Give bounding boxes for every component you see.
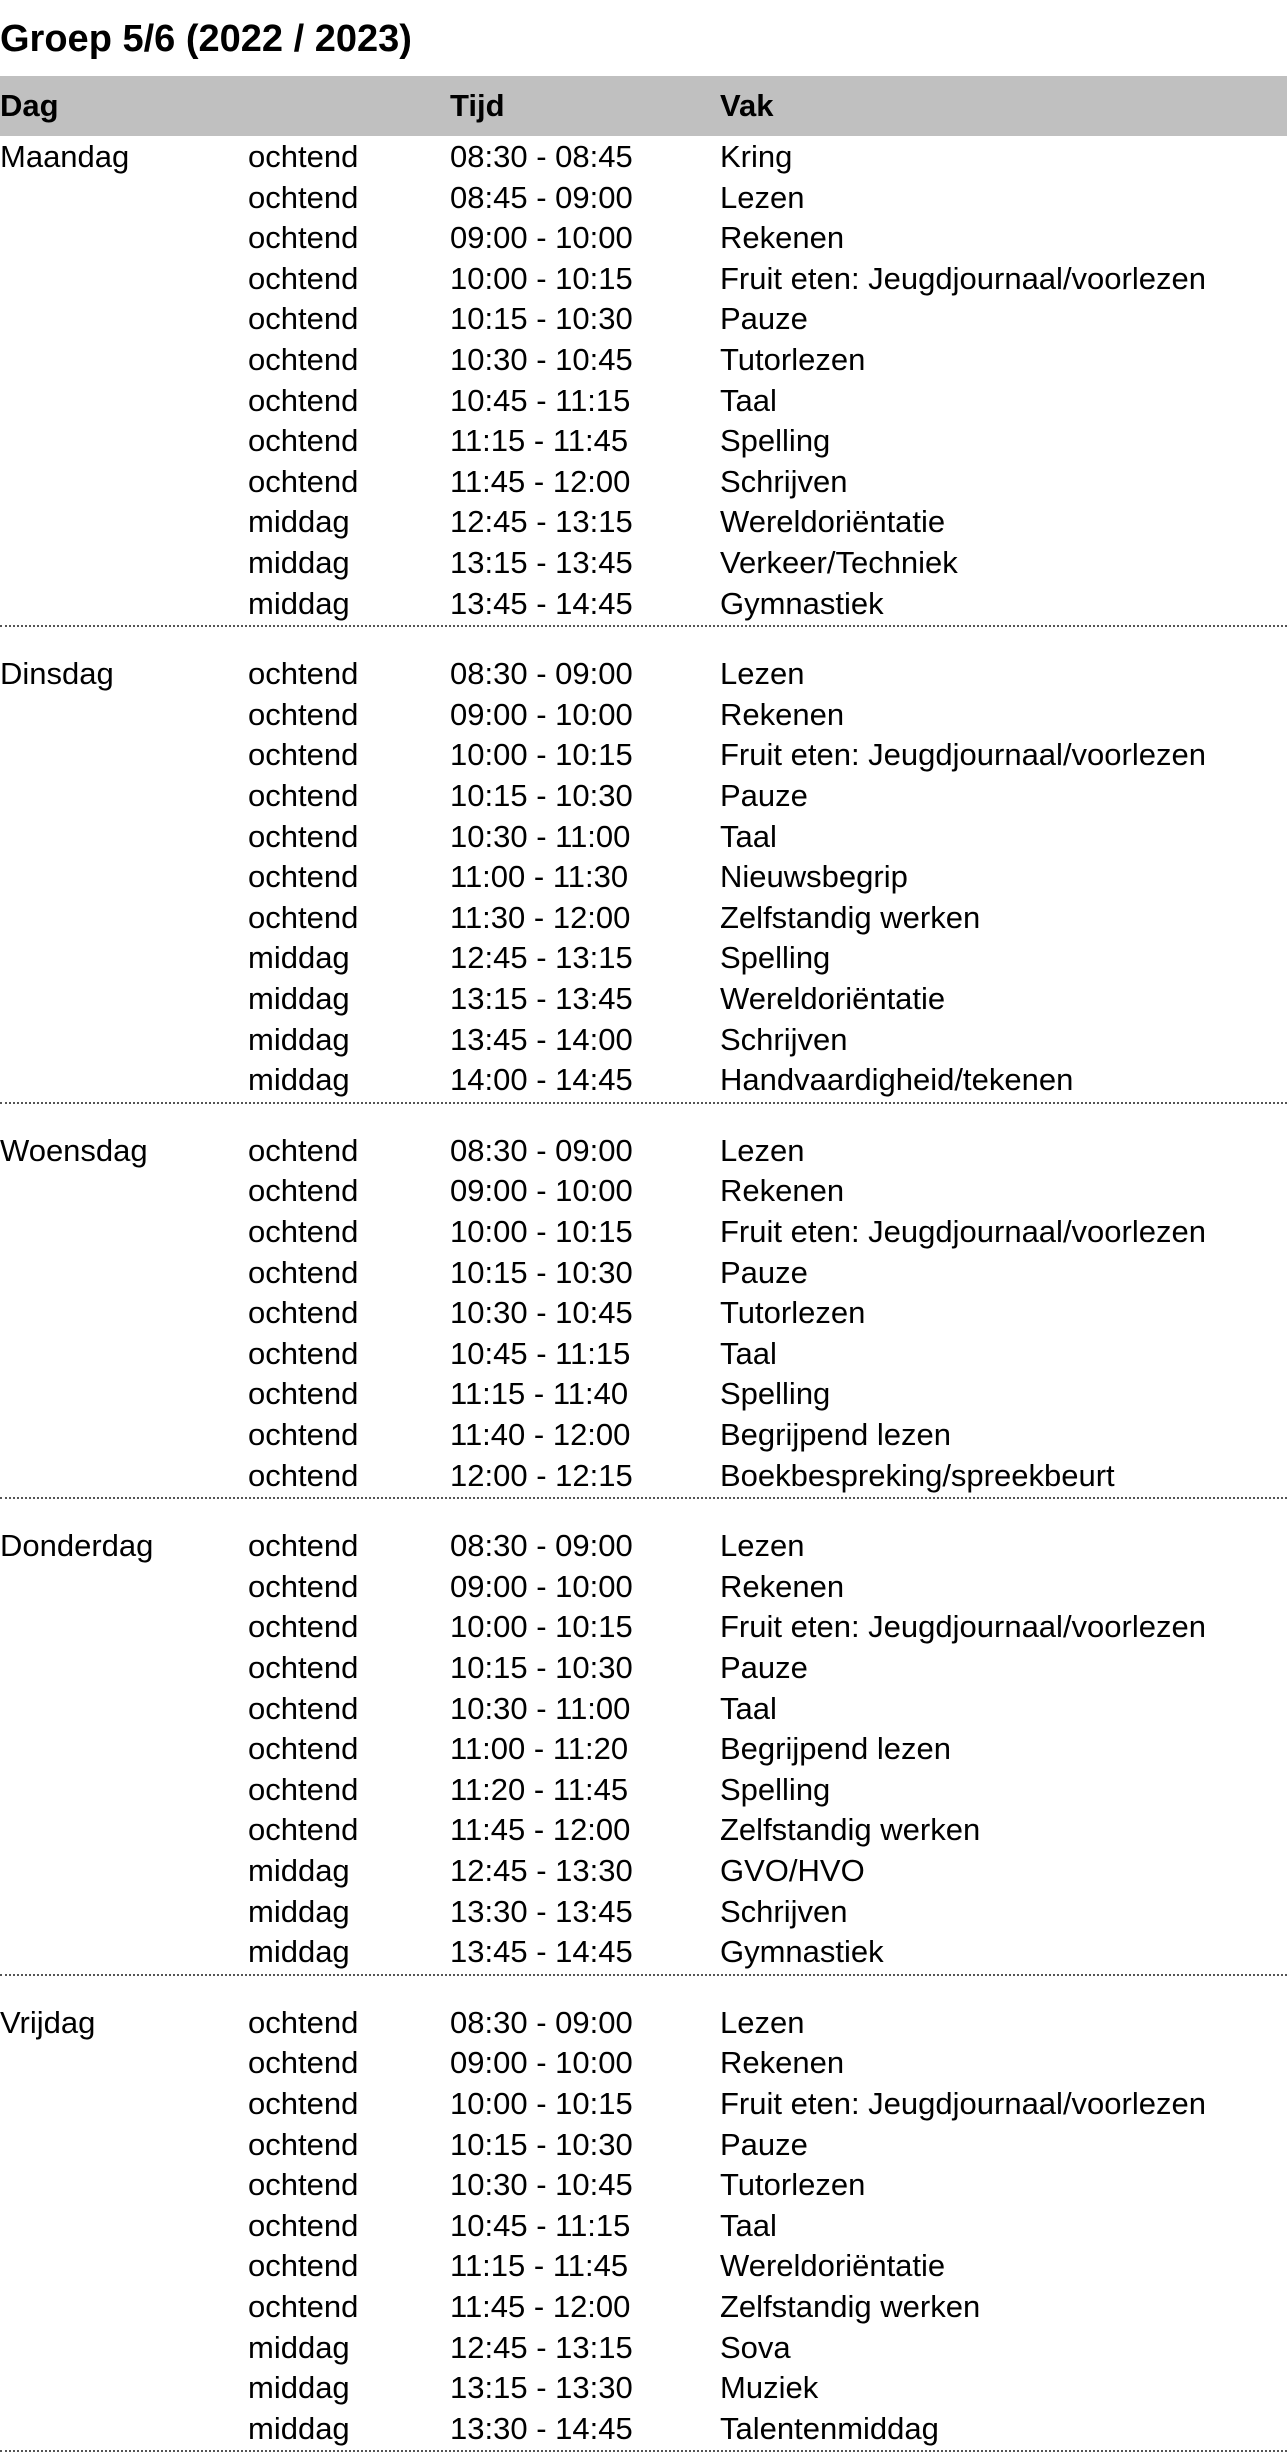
table-row (0, 502, 1287, 543)
cell-vak: Zelfstandig werken (720, 2288, 981, 2324)
cell-dagdeel: ochtend (248, 1649, 359, 1685)
cell-dagdeel: ochtend (248, 342, 359, 377)
cell-vak: Pauze (720, 2126, 808, 2162)
cell-dagdeel: ochtend (248, 696, 359, 732)
table-row (0, 1253, 1287, 1294)
cell-tijd: 10:45 - 11:15 (450, 2207, 631, 2243)
cell-tijd: 10:15 - 10:30 (450, 777, 633, 813)
cell-vak: Rekenen (720, 696, 845, 732)
cell-vak: Lezen (720, 1528, 805, 1564)
cell-tijd: 08:30 - 09:00 (450, 2004, 633, 2040)
cell-tijd: 10:00 - 10:15 (450, 1609, 633, 1645)
cell-tijd: 08:30 - 08:45 (450, 139, 633, 174)
table-row (0, 1020, 1287, 1061)
cell-vak: Tutorlezen (720, 1295, 866, 1331)
cell-dagdeel: ochtend (248, 1335, 359, 1371)
table-row (0, 2003, 1287, 2044)
table-row (0, 2165, 1287, 2206)
table-row (0, 1770, 1287, 1811)
day-separator (0, 625, 1287, 627)
cell-tijd: 08:30 - 09:00 (450, 1528, 633, 1564)
cell-tijd: 11:45 - 12:00 (450, 1812, 631, 1848)
cell-tijd: 10:00 - 10:15 (450, 737, 633, 773)
cell-tijd: 13:45 - 14:45 (450, 585, 633, 621)
cell-vak: Pauze (720, 301, 808, 337)
day-separator (0, 1497, 1287, 1499)
table-row (0, 462, 1287, 503)
cell-dagdeel: ochtend (248, 463, 359, 499)
cell-tijd: 14:00 - 14:45 (450, 1062, 633, 1098)
table-row (0, 817, 1287, 858)
table-row (0, 1293, 1287, 1334)
cell-vak: Rekenen (720, 1568, 845, 1604)
day-label: Dinsdag (0, 656, 114, 692)
cell-tijd: 09:00 - 10:00 (450, 220, 633, 256)
table-row (0, 584, 1287, 625)
cell-vak: Handvaardigheid/tekenen (720, 1062, 1074, 1098)
cell-tijd: 12:45 - 13:15 (450, 940, 633, 976)
cell-tijd: 10:30 - 11:00 (450, 1690, 631, 1726)
table-row (0, 2084, 1287, 2125)
cell-vak: Pauze (720, 777, 808, 813)
table-header (0, 76, 1287, 136)
table-row (0, 1567, 1287, 1608)
cell-dagdeel: ochtend (248, 859, 359, 895)
cell-dagdeel: ochtend (248, 818, 359, 854)
table-row (0, 1374, 1287, 1415)
table-row (0, 1729, 1287, 1770)
cell-tijd: 09:00 - 10:00 (450, 696, 633, 732)
cell-vak: Talentenmiddag (720, 2410, 939, 2446)
cell-vak: Sova (720, 2329, 791, 2365)
cell-dagdeel: middag (248, 585, 350, 621)
table-row (0, 1932, 1287, 1973)
cell-vak: Gymnastiek (720, 1934, 884, 1970)
table-row (0, 299, 1287, 340)
day-label: Maandag (0, 139, 130, 174)
table-row (0, 735, 1287, 776)
day-label: Donderdag (0, 1528, 154, 1564)
table-row (0, 421, 1287, 462)
table-row (0, 178, 1287, 219)
table-row (0, 1171, 1287, 1212)
cell-vak: Rekenen (720, 220, 845, 256)
cell-dagdeel: ochtend (248, 1132, 359, 1168)
cell-dagdeel: middag (248, 504, 350, 540)
table-row (0, 543, 1287, 584)
table-row (0, 2409, 1287, 2450)
table-row (0, 898, 1287, 939)
cell-tijd: 13:15 - 13:45 (450, 980, 633, 1016)
cell-tijd: 10:15 - 10:30 (450, 301, 633, 337)
cell-dagdeel: ochtend (248, 1731, 359, 1767)
table-row (0, 1415, 1287, 1456)
cell-vak: Spelling (720, 423, 831, 459)
cell-tijd: 12:45 - 13:30 (450, 1852, 633, 1888)
cell-dagdeel: ochtend (248, 1213, 359, 1249)
cell-dagdeel: ochtend (248, 2045, 359, 2081)
cell-dagdeel: ochtend (248, 1528, 359, 1564)
cell-vak: Schrijven (720, 1021, 848, 1057)
table-row (0, 1648, 1287, 1689)
cell-vak: Tutorlezen (720, 342, 866, 377)
table-row (0, 857, 1287, 898)
table-row (0, 938, 1287, 979)
cell-tijd: 11:30 - 12:00 (450, 899, 631, 935)
table-row (0, 340, 1287, 381)
cell-dagdeel: ochtend (248, 1771, 359, 1807)
cell-vak: Taal (720, 818, 777, 854)
cell-vak: Zelfstandig werken (720, 899, 981, 935)
table-row (0, 2206, 1287, 2247)
cell-vak: GVO/HVO (720, 1852, 865, 1888)
cell-vak: Fruit eten: Jeugdjournaal/voorlezen (720, 1609, 1206, 1645)
page-title: Groep 5/6 (2022 / 2023) (0, 18, 412, 60)
cell-tijd: 10:30 - 10:45 (450, 2167, 633, 2203)
cell-dagdeel: middag (248, 1021, 350, 1057)
table-row (0, 2246, 1287, 2287)
cell-dagdeel: middag (248, 940, 350, 976)
cell-dagdeel: ochtend (248, 2167, 359, 2203)
cell-tijd: 09:00 - 10:00 (450, 1173, 633, 1209)
cell-dagdeel: ochtend (248, 1295, 359, 1331)
cell-vak: Begrijpend lezen (720, 1416, 951, 1452)
cell-vak: Begrijpend lezen (720, 1731, 951, 1767)
day-label: Woensdag (0, 1132, 148, 1168)
cell-vak: Tutorlezen (720, 2167, 866, 2203)
header-tijd: Tijd (450, 88, 505, 123)
cell-dagdeel: ochtend (248, 777, 359, 813)
cell-vak: Pauze (720, 1254, 808, 1290)
table-row (0, 2043, 1287, 2084)
cell-vak: Taal (720, 1690, 777, 1726)
table-row (0, 1689, 1287, 1730)
cell-tijd: 11:15 - 11:45 (450, 2248, 629, 2284)
cell-dagdeel: middag (248, 2370, 350, 2406)
table-row (0, 1810, 1287, 1851)
cell-tijd: 11:45 - 12:00 (450, 463, 631, 499)
table-row (0, 2125, 1287, 2166)
table-row (0, 776, 1287, 817)
day-label: Vrijdag (0, 2004, 96, 2040)
cell-vak: Taal (720, 382, 777, 418)
cell-tijd: 11:15 - 11:40 (450, 1376, 629, 1412)
cell-dagdeel: middag (248, 1062, 350, 1098)
cell-vak: Boekbespreking/spreekbeurt (720, 1457, 1115, 1493)
cell-dagdeel: ochtend (248, 139, 359, 174)
cell-vak: Lezen (720, 2004, 805, 2040)
table-row (0, 259, 1287, 300)
cell-vak: Schrijven (720, 1893, 848, 1929)
cell-vak: Taal (720, 1335, 777, 1371)
table-row (0, 695, 1287, 736)
cell-dagdeel: ochtend (248, 1690, 359, 1726)
cell-tijd: 10:45 - 11:15 (450, 1335, 631, 1371)
cell-dagdeel: ochtend (248, 1609, 359, 1645)
cell-dagdeel: middag (248, 980, 350, 1016)
cell-dagdeel: ochtend (248, 656, 359, 692)
cell-vak: Fruit eten: Jeugdjournaal/voorlezen (720, 737, 1206, 773)
cell-dagdeel: ochtend (248, 1812, 359, 1848)
cell-vak: Verkeer/Techniek (720, 545, 958, 580)
cell-vak: Lezen (720, 656, 805, 692)
cell-tijd: 13:30 - 13:45 (450, 1893, 633, 1929)
cell-vak: Wereldoriëntatie (720, 504, 946, 540)
cell-tijd: 11:00 - 11:20 (450, 1731, 629, 1767)
table-row (0, 1334, 1287, 1375)
cell-tijd: 11:20 - 11:45 (450, 1771, 629, 1807)
cell-dagdeel: ochtend (248, 1376, 359, 1412)
cell-vak: Schrijven (720, 463, 848, 499)
cell-vak: Taal (720, 2207, 777, 2243)
table-row (0, 137, 1287, 178)
cell-dagdeel: ochtend (248, 2126, 359, 2162)
cell-tijd: 11:45 - 12:00 (450, 2288, 631, 2324)
cell-tijd: 09:00 - 10:00 (450, 2045, 633, 2081)
table-row (0, 381, 1287, 422)
table-row (0, 1131, 1287, 1172)
cell-dagdeel: ochtend (248, 899, 359, 935)
cell-vak: Wereldoriëntatie (720, 2248, 946, 2284)
cell-tijd: 12:00 - 12:15 (450, 1457, 633, 1493)
cell-tijd: 08:30 - 09:00 (450, 1132, 633, 1168)
table-row (0, 2368, 1287, 2409)
cell-tijd: 10:00 - 10:15 (450, 1213, 633, 1249)
cell-tijd: 10:30 - 11:00 (450, 818, 631, 854)
table-row (0, 2328, 1287, 2369)
cell-dagdeel: ochtend (248, 2004, 359, 2040)
cell-vak: Spelling (720, 940, 831, 976)
cell-vak: Lezen (720, 179, 805, 215)
cell-dagdeel: ochtend (248, 301, 359, 337)
cell-tijd: 10:15 - 10:30 (450, 1254, 633, 1290)
table-row (0, 1892, 1287, 1933)
cell-vak: Spelling (720, 1376, 831, 1412)
table-row (0, 1456, 1287, 1497)
cell-tijd: 13:45 - 14:00 (450, 1021, 633, 1057)
table-row (0, 654, 1287, 695)
cell-dagdeel: middag (248, 545, 350, 580)
cell-tijd: 10:30 - 10:45 (450, 342, 633, 377)
cell-tijd: 13:15 - 13:30 (450, 2370, 633, 2406)
cell-vak: Pauze (720, 1649, 808, 1685)
cell-dagdeel: ochtend (248, 1173, 359, 1209)
cell-tijd: 12:45 - 13:15 (450, 2329, 633, 2365)
cell-tijd: 10:15 - 10:30 (450, 2126, 633, 2162)
cell-tijd: 08:30 - 09:00 (450, 656, 633, 692)
cell-dagdeel: ochtend (248, 1457, 359, 1493)
cell-vak: Zelfstandig werken (720, 1812, 981, 1848)
cell-vak: Nieuwsbegrip (720, 859, 908, 895)
table-row (0, 1526, 1287, 1567)
cell-dagdeel: ochtend (248, 2288, 359, 2324)
cell-vak: Fruit eten: Jeugdjournaal/voorlezen (720, 2085, 1206, 2121)
cell-dagdeel: middag (248, 1852, 350, 1888)
cell-vak: Rekenen (720, 1173, 845, 1209)
table-row (0, 218, 1287, 259)
header-dag: Dag (0, 88, 59, 123)
cell-vak: Rekenen (720, 2045, 845, 2081)
cell-dagdeel: ochtend (248, 1254, 359, 1290)
cell-vak: Wereldoriëntatie (720, 980, 946, 1016)
cell-tijd: 09:00 - 10:00 (450, 1568, 633, 1604)
table-row (0, 1607, 1287, 1648)
cell-dagdeel: ochtend (248, 1568, 359, 1604)
cell-vak: Muziek (720, 2370, 819, 2406)
cell-dagdeel: ochtend (248, 220, 359, 256)
cell-tijd: 11:40 - 12:00 (450, 1416, 631, 1452)
cell-dagdeel: ochtend (248, 179, 359, 215)
table-row (0, 979, 1287, 1020)
cell-tijd: 13:15 - 13:45 (450, 545, 633, 580)
cell-tijd: 11:15 - 11:45 (450, 423, 629, 459)
header-vak: Vak (720, 88, 774, 123)
cell-tijd: 10:45 - 11:15 (450, 382, 631, 418)
cell-dagdeel: ochtend (248, 2085, 359, 2121)
cell-vak: Gymnastiek (720, 585, 884, 621)
cell-dagdeel: ochtend (248, 382, 359, 418)
cell-vak: Fruit eten: Jeugdjournaal/voorlezen (720, 260, 1206, 296)
cell-vak: Lezen (720, 1132, 805, 1168)
table-row (0, 1060, 1287, 1101)
cell-vak: Fruit eten: Jeugdjournaal/voorlezen (720, 1213, 1206, 1249)
cell-tijd: 13:45 - 14:45 (450, 1934, 633, 1970)
cell-tijd: 10:00 - 10:15 (450, 260, 633, 296)
cell-tijd: 10:15 - 10:30 (450, 1649, 633, 1685)
cell-dagdeel: ochtend (248, 2207, 359, 2243)
cell-dagdeel: ochtend (248, 737, 359, 773)
table-row (0, 1212, 1287, 1253)
cell-dagdeel: middag (248, 1934, 350, 1970)
day-separator (0, 1974, 1287, 1976)
cell-tijd: 11:00 - 11:30 (450, 859, 629, 895)
cell-vak: Kring (720, 139, 793, 174)
cell-dagdeel: ochtend (248, 1416, 359, 1452)
cell-dagdeel: middag (248, 1893, 350, 1929)
cell-dagdeel: ochtend (248, 2248, 359, 2284)
cell-dagdeel: middag (248, 2329, 350, 2365)
cell-tijd: 12:45 - 13:15 (450, 504, 633, 540)
cell-vak: Spelling (720, 1771, 831, 1807)
cell-tijd: 13:30 - 14:45 (450, 2410, 633, 2446)
table-row (0, 1851, 1287, 1892)
table-row (0, 2287, 1287, 2328)
cell-tijd: 10:30 - 10:45 (450, 1295, 633, 1331)
cell-dagdeel: middag (248, 2410, 350, 2446)
cell-tijd: 10:00 - 10:15 (450, 2085, 633, 2121)
cell-dagdeel: ochtend (248, 260, 359, 296)
cell-tijd: 08:45 - 09:00 (450, 179, 633, 215)
cell-dagdeel: ochtend (248, 423, 359, 459)
day-separator (0, 1102, 1287, 1104)
